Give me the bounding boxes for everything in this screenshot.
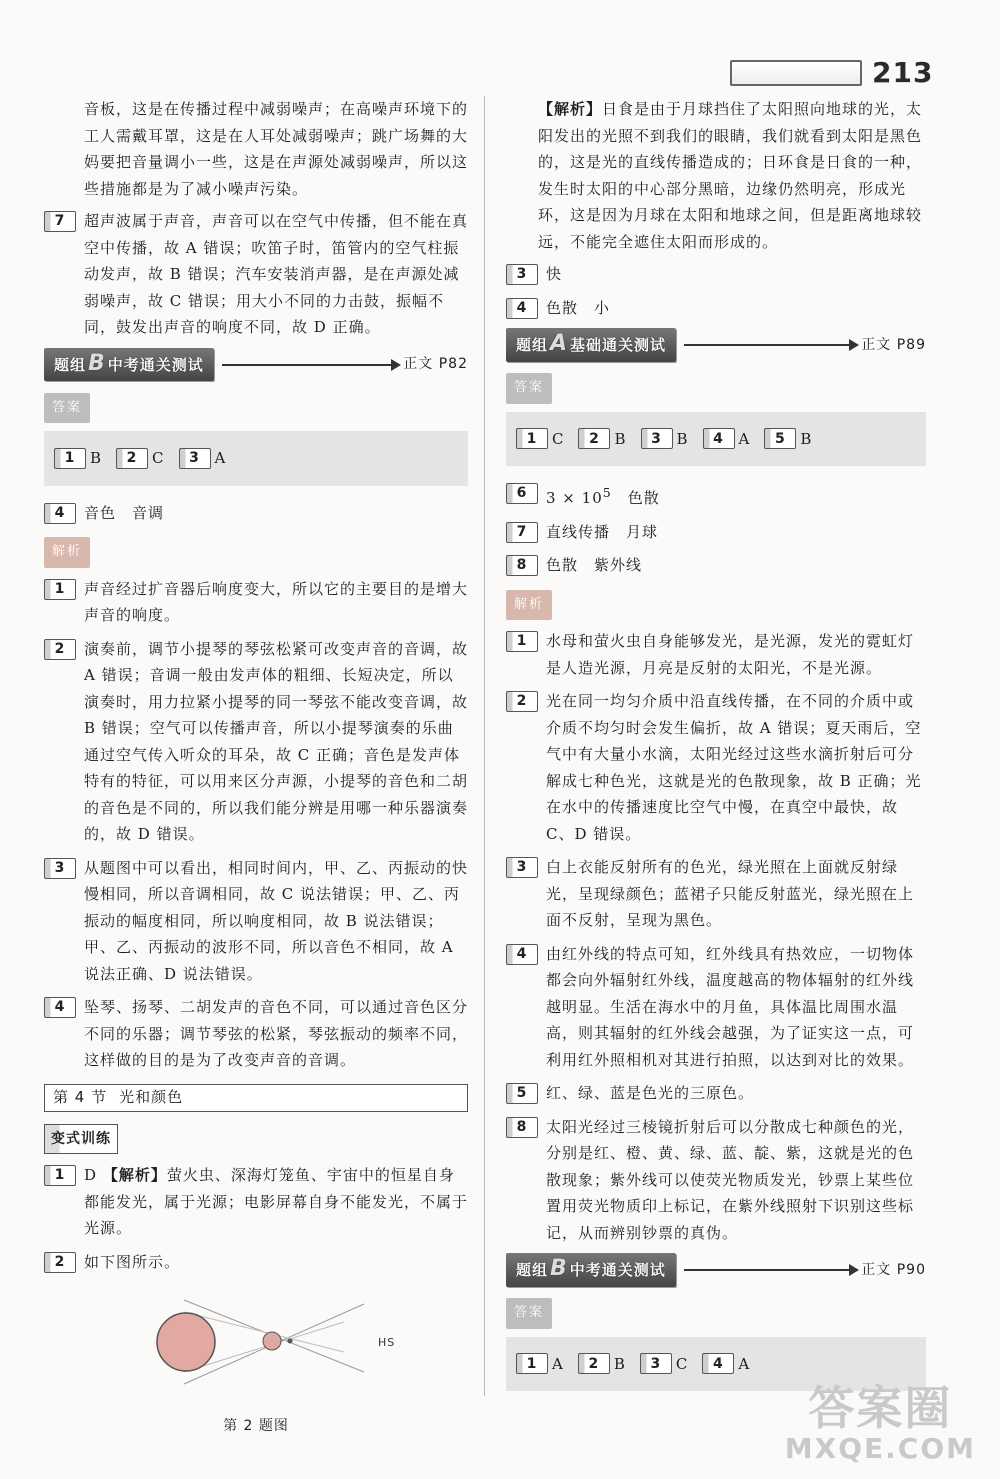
group-tag: 题组B 中考通关测试 [44,348,214,382]
answer-item: 4 A [702,1351,750,1378]
question-number: 7 [44,211,76,232]
question-number: 1 [44,1165,76,1186]
earth-dot [288,1339,293,1344]
analysis-text: 坠琴、扬琴、二胡发声的音色不同，可以通过音色区分不同的乐器；调节琴弦的松紧，琴弦振动的频率不同，这样做的目的是为了改变声音的音调。 [84,998,469,1069]
answer-box [44,431,468,486]
moon-circle [263,1332,281,1350]
answer-text: 色散 小 [546,298,611,317]
variant-item-2 [44,1249,468,1276]
question-number: 2 [44,1252,76,1273]
analysis-item-2 [44,636,468,848]
answer-item-4 [44,500,468,527]
analysis-label: 解析 [44,537,90,568]
analysis-item-4 [506,941,926,1074]
analysis-intro [506,96,926,255]
eclipse-diagram [44,1282,468,1402]
analysis-text: 太阳光经过三棱镜折射后可以分散成七种颜色的光，分别是红、橙、黄、绿、蓝、靛、紫，这就是光的色散现象；紫外线可以使荧光物质发光，钞票上某些位置用荧光物质印上标记，在紫外线照射下识别这些标记，从而辨别钞票的真伪。 [546,1117,915,1242]
answer-item-8: 8 色散 紫外线 [506,552,926,579]
analysis-text: 白上衣能反射所有的色光，绿光照在上面就反射绿光，呈现绿颜色；蓝裙子只能反射蓝光，绿光照在上面不反射，呈现为黑色。 [546,858,915,929]
answer-label: 答案 [506,1298,552,1329]
variant-label: 变式训练 [44,1124,118,1155]
question-number: 8 [506,1117,538,1138]
group-tag: 题组A 基础通关测试 [506,328,676,362]
analysis-text: 水母和萤火虫自身能够发光，是光源，发光的霓虹灯是人造光源，月亮是反射的太阳光，不是光源。 [546,632,915,677]
intro-paragraph: 音板，这是在传播过程中减弱噪声；在高噪声环境下的工人需戴耳罩，这是在人耳处减弱噪声；跳广场舞的大妈要把音量调小一些，这是在声源处减弱噪声，所以这些措施都是为了减小噪声污染。 [84,100,469,198]
answer-item: 3 A [179,445,227,472]
answer-item-4 [506,295,926,322]
analysis-text: 由红外线的特点可知，红外线具有热效应，一切物体都会向外辐射红外线，温度越高的物体辐射的红外线越明显。生活在海水中的月鱼，具体温比周围水温高，则其辐射的红外线会越强，为了证实这一点，可利用红外照相机对其进行拍照，以达到对比的效果。 [546,944,915,1069]
analysis-text: 红、绿、蓝是色光的三原色。 [546,1084,755,1102]
page-reference: 正文 P89 [861,336,926,353]
answer-item: 1 B [54,445,102,472]
answer-item: 3 C [640,1351,688,1378]
page-number: 213 [872,56,934,89]
column-divider [484,96,485,1396]
analysis-tag: 【解析】 [538,100,603,118]
group-tag: 题组B 中考通关测试 [506,1253,676,1287]
eclipse-figure [44,1282,468,1434]
group-b-banner [506,1256,926,1284]
question-number: 2 [506,691,538,712]
watermark-url: MXQE.COM [784,1432,976,1465]
analysis-item-4 [44,994,468,1074]
answer-item: 4 A [703,426,751,453]
question-number: 2 [44,639,76,660]
question-number: 3 [44,858,76,879]
answer-item-3 [506,261,926,288]
variant-item-1 [44,1162,468,1242]
analysis-item-1 [44,576,468,629]
question-number: 7 [506,522,538,543]
answer-item-7: 7 直线传播 月球 [506,519,926,546]
analysis-item-1 [506,628,926,681]
figure-label: HS [378,1336,396,1349]
answer-text: 音色 音调 [84,503,165,522]
question-number: 3 [506,264,538,285]
answer-item: 3 B [641,426,689,453]
analysis-item-7 [44,208,468,341]
watermark-logo-text: 答案圈 [808,1381,953,1435]
question-number: 4 [506,944,538,965]
question-number: 4 [44,503,76,524]
answer-item: 2 B [578,1351,626,1378]
section-title: 光和颜色 [119,1088,184,1107]
analysis-item-3 [506,854,926,934]
page-reference: 正文 P90 [861,1261,926,1278]
analysis-tag: 【解析】 [102,1166,167,1184]
analysis-item-8 [506,1114,926,1247]
analysis-text: 演奏前，调节小提琴的琴弦松紧可改变声音的音调，故 A 错误；音调一般由发声体的粗细、长短决定，所以演奏时，用力拉紧小提琴的同一琴弦不能改变音调，故 B 错误；空气可以传播声音，所以小提琴演奏的乐曲通过空气传入听众的耳朵，故 C 正确；音色是发声体特有的特征，可以用来区分声源，小提琴的音色和二胡的音色是不同的，所以我们能分辨是用哪一种乐器演奏的，故 D 错误。 [84,639,469,843]
left-column [44,96,469,1434]
answer-box [506,412,926,467]
header-bar [730,60,862,86]
question-number: 6 [506,483,538,504]
question-number: 4 [44,997,76,1018]
question-number: 4 [506,298,538,319]
arrow-icon [684,1269,855,1271]
right-column [506,96,926,1405]
page-reference: 正文 P82 [403,356,468,373]
sun-circle [157,1313,215,1371]
analysis-text: 萤火虫、深海灯笼鱼、宇宙中的恒星自身都能发光，属于光源；电影屏幕自身不能发光，不属于光源。 [84,1166,469,1237]
answer-item: 5 B [764,426,812,453]
watermark [785,1372,976,1465]
answer-item: 1 A [516,1351,564,1378]
question-number: 8 [506,555,538,576]
answer-text: 快 [546,265,563,283]
analysis-text: 声音经过扩音器后响度变大，所以它的主要目的是增大声音的响度。 [84,579,469,624]
analysis-item-3 [44,855,468,988]
answer-item: 2 B [578,426,626,453]
analysis-item-2 [506,688,926,847]
answer-item: 1 C [516,426,564,453]
answer-item-6: 6 $3 \times 10^5$ 色散 [506,480,926,512]
answer-label: 答案 [506,373,552,404]
group-a-banner [506,331,926,359]
group-b-banner [44,351,468,379]
section-index: 第 4 节 [53,1088,108,1107]
analysis-text: 光在同一均匀介质中沿直线传播，在不同的介质中或介质不均匀时会发生偏折，故 A 错误；夏天雨后，空气中有大量小水滴，太阳光经过这些水滴折射后可分解成七种色光，这就是光的色散现象，故 B 正确；光在水中的传播速度比空气中慢，在真空中最快，故 C、D 错误。 [546,692,922,843]
arrow-icon [222,364,397,366]
analysis-text: 从题图中可以看出，相同时间内，甲、乙、丙振动的快慢相同，所以音调相同，故 C 说法错误；甲、乙、丙振动的幅度相同，所以响度相同，故 B 说法错误；甲、乙、丙振动的波形不同，所以音色不相同，故 A 说法正确、D 说法错误。 [84,858,469,983]
question-number: 5 [506,1083,538,1104]
page-header [730,56,933,89]
answer-text: 如下图所示。 [84,1252,181,1271]
question-number: 1 [506,631,538,652]
analysis-text: 超声波属于声音，声音可以在空气中传播，但不能在真空中传播，故 A 错误；吹笛子时，笛管内的空气柱振动发声，故 B 错误；汽车安装消声器，是在声源处减弱噪声，故 C 错误；用大小不同的力击鼓，振幅不同，鼓发出声音的响度不同，故 D 正确。 [84,212,469,336]
answer-text: D [84,1166,98,1184]
arrow-icon [684,344,855,346]
analysis-item-5 [506,1080,926,1107]
analysis-label: 解析 [506,590,552,621]
question-number: 1 [44,579,76,600]
question-number: 3 [506,857,538,878]
section-heading [44,1084,468,1112]
analysis-text: 日食是由于月球挡住了太阳照向地球的光，太阳发出的光照不到我们的眼睛，我们就看到太阳是黑色的，这是光的直线传播造成的；日环食是日食的一种，发生时太阳的中心部分黑暗，边缘仍然明亮，形成光环，这是因为月球在太阳和地球之间，但是距离地球较远，不能完全遮住太阳而形成的。 [538,100,923,251]
answer-label: 答案 [44,393,90,424]
figure-caption: 第 2 题图 [223,1417,289,1434]
answer-item: 2 C [116,445,164,472]
